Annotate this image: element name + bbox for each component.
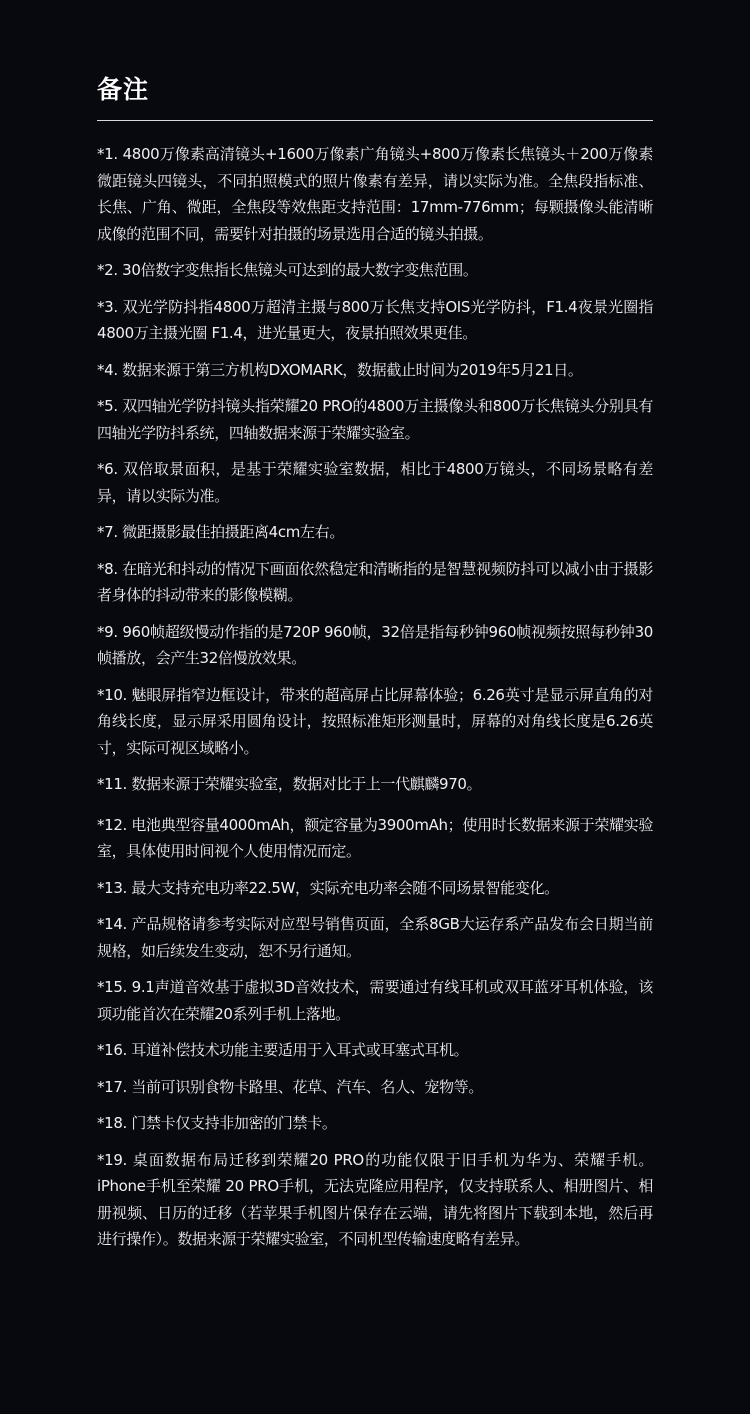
note-11: *11. 数据来源于荣耀实验室，数据对比于上一代麒麟970。 (97, 775, 482, 793)
note-4: *4. 数据来源于第三方机构DXOMARK，数据截止时间为2019年5月21日。 (97, 360, 583, 379)
page-title: 备注 (97, 75, 150, 104)
note-7: *7. 微距摄影最佳拍摄距离4cm左右。 (97, 523, 344, 541)
note-19: *19. 桌面数据布局迁移到荣耀20 PRO的功能仅限于旧手机为华为、荣耀手机。iPhone手机至荣耀 20 PRO手机，无法克隆应用程序，仅支持联系人、相册图片、相册视频、日历的迁移（若苹果手机图片保存在云端，请先将图片下载到本地，然后再进行操作）。数据来源于荣耀实验室，不同机型传输速度略有差异。 (97, 1150, 653, 1248)
note-6: *6. 双倍取景面积，是基于荣耀实验室数据，相比于4800万镜头，不同场景略有差异，请以实际为准。 (97, 460, 653, 505)
note-9: *9. 960帧超级慢动作指的是720P 960帧，32倍是指每秒钟960帧视频按照每秒钟30帧播放，会产生32倍慢放效果。 (97, 622, 653, 667)
note-5: *5. 双四轴光学防抖镜头指荣耀20 PRO的4800万主摄像头和800万长焦镜头分别具有四轴光学防抖系统，四轴数据来源于荣耀实验室。 (97, 397, 653, 442)
note-12: *12. 电池典型容量4000mAh，额定容量为3900mAh；使用时长数据来源于荣耀实验室，具体使用时间视个人使用情况而定。 (97, 815, 653, 860)
title-divider (97, 120, 653, 121)
note-13: *13. 最大支持充电功率22.5W，实际充电功率会随不同场景智能变化。 (97, 878, 559, 897)
note-18: *18. 门禁卡仅支持非加密的门禁卡。 (97, 1114, 337, 1132)
notes-list (97, 141, 653, 1263)
note-8: *8. 在暗光和抖动的情况下画面依然稳定和清晰指的是智慧视频防抖可以减小由于摄影者身体的抖动带来的影像模糊。 (97, 559, 653, 604)
note-3: *3. 双光学防抖指4800万超清主摄与800万长焦支持OIS光学防抖，F1.4夜景光圈指4800万主摄光圈 F1.4，进光量更大，夜景拍照效果更佳。 (97, 297, 653, 342)
note-16: *16. 耳道补偿技术功能主要适用于入耳式或耳塞式耳机。 (97, 1041, 469, 1059)
note-17: *17. 当前可识别食物卡路里、花草、汽车、名人、宠物等。 (97, 1077, 483, 1096)
notes-page (97, 0, 653, 1414)
note-2: *2. 30倍数字变焦指长焦镜头可达到的最大数字变焦范围。 (97, 261, 478, 279)
note-14: *14. 产品规格请参考实际对应型号销售页面，全系8GB大运存系产品发布会日期当前规格，如后续发生变动，恕不另行通知。 (97, 915, 653, 960)
note-10: *10. 魅眼屏指窄边框设计，带来的超高屏占比屏幕体验；6.26英寸是显示屏直角的对角线长度，显示屏采用圆角设计，按照标准矩形测量时，屏幕的对角线长度是6.26英寸，实际可视区域略小。 (97, 685, 653, 757)
note-1: *1. 4800万像素高清镜头+1600万像素广角镜头+800万像素长焦镜头＋200万像素微距镜头四镜头，不同拍照模式的照片像素有差异，请以实际为准。全焦段指标准、长焦、广角、微距，全焦段等效焦距支持范围：17mm-776mm；每颗摄像头能清晰成像的范围不同，需要针对拍摄的场景选用合适的镜头拍摄。 (97, 145, 653, 243)
note-15: *15. 9.1声道音效基于虚拟3D音效技术，需要通过有线耳机或双耳蓝牙耳机体验，该项功能首次在荣耀20系列手机上落地。 (97, 978, 653, 1023)
